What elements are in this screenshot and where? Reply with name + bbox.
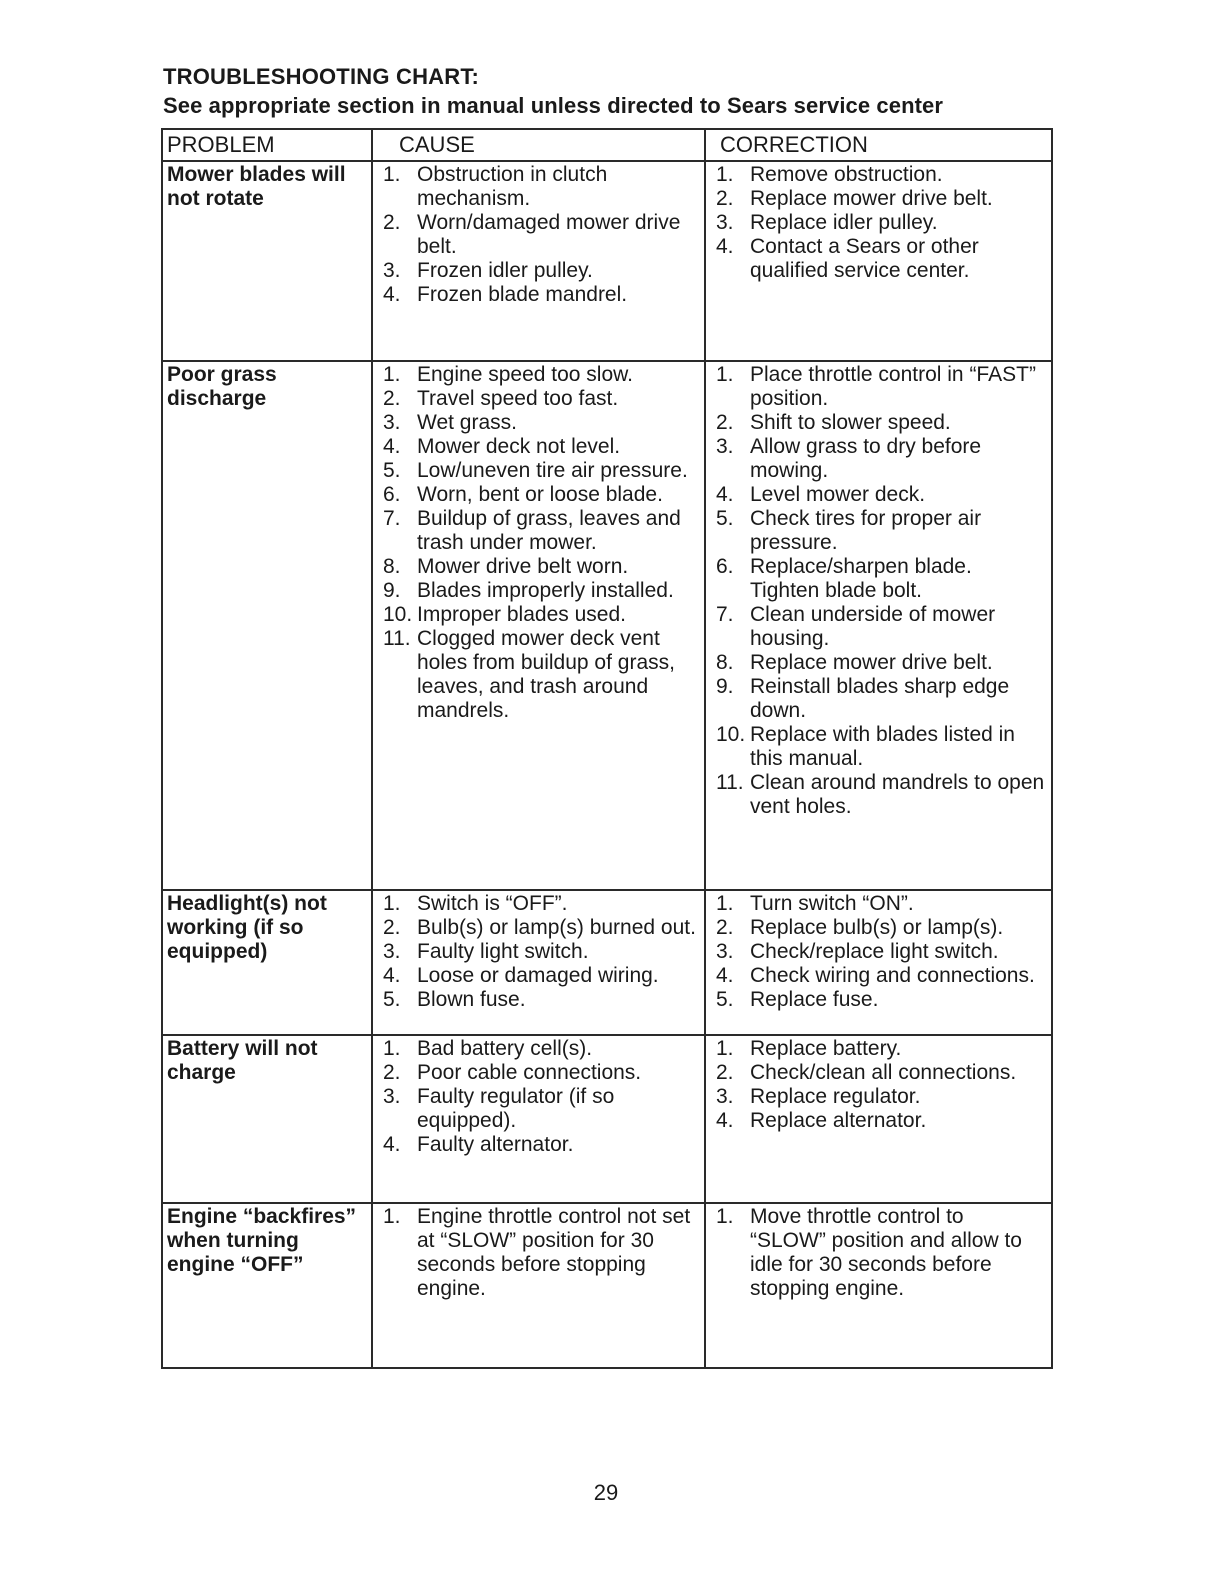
- column-header-cause: CAUSE: [372, 129, 705, 161]
- item-number: 10.: [716, 723, 746, 746]
- item-number: 5.: [716, 988, 734, 1011]
- item-text: Poor cable connections.: [417, 1061, 642, 1084]
- cause-item: [379, 1133, 698, 1157]
- cause-item: [379, 1061, 698, 1085]
- item-text: Obstruction in clutch mechanism.: [417, 163, 608, 210]
- correction-item: [712, 411, 1045, 435]
- item-text: Clogged mower deck vent holes from buildup of grass, leaves, and trash around mandrels.: [417, 627, 675, 722]
- item-number: 11.: [383, 627, 411, 650]
- item-text: Engine throttle control not set at “SLOW” position for 30 seconds before stopping engine.: [417, 1205, 691, 1300]
- item-text: Replace fuse.: [750, 988, 879, 1011]
- item-text: Replace alternator.: [750, 1109, 927, 1132]
- item-text: Check wiring and connections.: [750, 964, 1035, 987]
- problem-cell: Engine “backfires” when turning engine “OFF”: [162, 1203, 372, 1368]
- item-number: 5.: [716, 507, 734, 530]
- item-number: 3.: [383, 259, 401, 282]
- item-number: 3.: [383, 411, 401, 434]
- item-number: 4.: [383, 283, 401, 306]
- correction-item: [712, 235, 1045, 283]
- table-row: [162, 1203, 1052, 1368]
- cause-cell: [372, 890, 705, 1035]
- table-header-row: [162, 129, 1052, 161]
- page-number: 29: [593, 1480, 619, 1505]
- item-text: Worn, bent or loose blade.: [417, 483, 663, 506]
- item-text: Worn/damaged mower drive belt.: [417, 211, 681, 258]
- item-number: 9.: [383, 579, 401, 602]
- item-text: Clean around mandrels to open vent holes.: [750, 771, 1045, 818]
- item-text: Low/uneven tire air pressure.: [417, 459, 688, 482]
- item-text: Bulb(s) or lamp(s) burned out.: [417, 916, 696, 939]
- table-row: [162, 361, 1052, 890]
- item-number: 1.: [716, 363, 734, 386]
- item-number: 4.: [383, 435, 401, 458]
- item-number: 2.: [383, 1061, 401, 1084]
- item-text: Replace idler pulley.: [750, 211, 938, 234]
- correction-item: [712, 940, 1045, 964]
- item-text: Replace battery.: [750, 1037, 902, 1060]
- item-text: Mower drive belt worn.: [417, 555, 629, 578]
- item-text: Faulty light switch.: [417, 940, 589, 963]
- item-text: Reinstall blades sharp edge down.: [750, 675, 1010, 722]
- correction-item: [712, 507, 1045, 555]
- problem-cell: Poor grass discharge: [162, 361, 372, 890]
- item-text: Replace mower drive belt.: [750, 187, 993, 210]
- cause-cell: [372, 361, 705, 890]
- item-text: Buildup of grass, leaves and trash under mower.: [417, 507, 681, 554]
- cause-item: [379, 892, 698, 916]
- cause-item: [379, 1037, 698, 1061]
- item-text: Place throttle control in “FAST” position.: [750, 363, 1036, 410]
- item-number: 7.: [716, 603, 734, 626]
- item-text: Check tires for proper air pressure.: [750, 507, 982, 554]
- item-number: 10.: [383, 603, 413, 626]
- cause-item: [379, 211, 698, 259]
- item-number: 1.: [716, 1037, 734, 1060]
- chart-subtitle: See appropriate section in manual unless directed to Sears service center: [163, 93, 944, 118]
- correction-item: [712, 1205, 1045, 1301]
- correction-cell: [705, 161, 1052, 361]
- cause-item: [379, 259, 698, 283]
- correction-item: [712, 1085, 1045, 1109]
- correction-item: [712, 163, 1045, 187]
- cause-item: [379, 163, 698, 211]
- cause-item: [379, 916, 698, 940]
- correction-item: [712, 187, 1045, 211]
- item-number: 4.: [383, 964, 401, 987]
- correction-item: [712, 675, 1045, 723]
- item-number: 2.: [383, 387, 401, 410]
- item-number: 8.: [383, 555, 401, 578]
- item-text: Replace with blades listed in this manual.: [750, 723, 1015, 770]
- item-number: 1.: [716, 892, 734, 915]
- cause-cell: [372, 1035, 705, 1203]
- item-text: Replace regulator.: [750, 1085, 921, 1108]
- item-text: Blown fuse.: [417, 988, 526, 1011]
- correction-item: [712, 723, 1045, 771]
- item-text: Replace/sharpen blade. Tighten blade bolt.: [750, 555, 972, 602]
- cause-item: [379, 435, 698, 459]
- item-number: 3.: [716, 1085, 734, 1108]
- correction-item: [712, 435, 1045, 483]
- item-text: Allow grass to dry before mowing.: [750, 435, 982, 482]
- correction-item: [712, 555, 1045, 603]
- cause-item: [379, 555, 698, 579]
- cause-item: [379, 387, 698, 411]
- cause-item: [379, 363, 698, 387]
- item-text: Faulty alternator.: [417, 1133, 574, 1156]
- item-number: 8.: [716, 651, 734, 674]
- cause-item: [379, 507, 698, 555]
- item-text: Blades improperly installed.: [417, 579, 674, 602]
- item-number: 3.: [716, 435, 734, 458]
- item-text: Loose or damaged wiring.: [417, 964, 659, 987]
- item-number: 2.: [716, 1061, 734, 1084]
- item-number: 3.: [383, 940, 401, 963]
- table-row: [162, 1035, 1052, 1203]
- correction-item: [712, 483, 1045, 507]
- table-row: [162, 890, 1052, 1035]
- item-text: Mower deck not level.: [417, 435, 621, 458]
- item-number: 4.: [383, 1133, 401, 1156]
- correction-item: [712, 964, 1045, 988]
- item-text: Bad battery cell(s).: [417, 1037, 593, 1060]
- correction-item: [712, 1037, 1045, 1061]
- cause-item: [379, 483, 698, 507]
- item-text: Shift to slower speed.: [750, 411, 951, 434]
- table-row: [162, 161, 1052, 361]
- correction-item: [712, 892, 1045, 916]
- correction-item: [712, 603, 1045, 651]
- item-text: Frozen idler pulley.: [417, 259, 593, 282]
- correction-item: [712, 916, 1045, 940]
- item-number: 1.: [383, 1205, 401, 1228]
- problem-cell: Headlight(s) not working (if so equipped): [162, 890, 372, 1035]
- item-number: 2.: [716, 916, 734, 939]
- item-number: 2.: [383, 916, 401, 939]
- item-number: 3.: [716, 940, 734, 963]
- item-number: 2.: [716, 411, 734, 434]
- item-number: 1.: [383, 1037, 401, 1060]
- item-number: 11.: [716, 771, 744, 794]
- item-number: 5.: [383, 988, 401, 1011]
- item-number: 1.: [383, 892, 401, 915]
- column-header-correction: CORRECTION: [705, 129, 1052, 161]
- cause-item: [379, 411, 698, 435]
- item-text: Replace bulb(s) or lamp(s).: [750, 916, 1004, 939]
- cause-item: [379, 1205, 698, 1301]
- cause-item: [379, 988, 698, 1012]
- item-number: 1.: [716, 163, 734, 186]
- cause-item: [379, 459, 698, 483]
- cause-item: [379, 603, 698, 627]
- item-text: Check/clean all connections.: [750, 1061, 1017, 1084]
- item-text: Switch is “OFF”.: [417, 892, 568, 915]
- item-number: 4.: [716, 1109, 734, 1132]
- item-number: 6.: [716, 555, 734, 578]
- item-number: 3.: [716, 211, 734, 234]
- item-text: Frozen blade mandrel.: [417, 283, 628, 306]
- item-text: Replace mower drive belt.: [750, 651, 993, 674]
- item-text: Contact a Sears or other qualified service center.: [750, 235, 979, 282]
- correction-item: [712, 1109, 1045, 1133]
- cause-cell: [372, 1203, 705, 1368]
- table-body: [162, 161, 1052, 1368]
- item-text: Level mower deck.: [750, 483, 926, 506]
- column-header-problem: PROBLEM: [162, 129, 372, 161]
- item-text: Faulty regulator (if so equipped).: [417, 1085, 615, 1132]
- item-number: 4.: [716, 964, 734, 987]
- cause-cell: [372, 161, 705, 361]
- item-text: Engine speed too slow.: [417, 363, 633, 386]
- item-text: Move throttle control to “SLOW” position and allow to idle for 30 seconds before stopping engine.: [750, 1205, 1022, 1300]
- cause-item: [379, 627, 698, 723]
- cause-item: [379, 579, 698, 603]
- item-text: Wet grass.: [417, 411, 517, 434]
- item-text: Travel speed too fast.: [417, 387, 619, 410]
- correction-item: [712, 651, 1045, 675]
- item-number: 2.: [383, 211, 401, 234]
- problem-cell: Battery will not charge: [162, 1035, 372, 1203]
- correction-cell: [705, 890, 1052, 1035]
- correction-item: [712, 988, 1045, 1012]
- item-number: 2.: [716, 187, 734, 210]
- item-text: Turn switch “ON”.: [750, 892, 914, 915]
- cause-item: [379, 283, 698, 307]
- cause-item: [379, 1085, 698, 1133]
- cause-item: [379, 940, 698, 964]
- item-number: 1.: [716, 1205, 734, 1228]
- item-number: 1.: [383, 163, 401, 186]
- correction-cell: [705, 361, 1052, 890]
- correction-item: [712, 771, 1045, 819]
- problem-cell: Mower blades will not rotate: [162, 161, 372, 361]
- item-number: 3.: [383, 1085, 401, 1108]
- item-text: Improper blades used.: [417, 603, 626, 626]
- item-text: Clean underside of mower housing.: [750, 603, 996, 650]
- correction-cell: [705, 1035, 1052, 1203]
- item-number: 1.: [383, 363, 401, 386]
- correction-item: [712, 1061, 1045, 1085]
- item-number: 4.: [716, 483, 734, 506]
- item-text: Remove obstruction.: [750, 163, 943, 186]
- correction-cell: [705, 1203, 1052, 1368]
- cause-item: [379, 964, 698, 988]
- correction-item: [712, 211, 1045, 235]
- item-number: 5.: [383, 459, 401, 482]
- item-text: Check/replace light switch.: [750, 940, 999, 963]
- chart-title: TROUBLESHOOTING CHART:: [163, 64, 480, 89]
- item-number: 7.: [383, 507, 401, 530]
- correction-item: [712, 363, 1045, 411]
- item-number: 9.: [716, 675, 734, 698]
- item-number: 6.: [383, 483, 401, 506]
- item-number: 4.: [716, 235, 734, 258]
- troubleshooting-table: [161, 128, 1053, 1369]
